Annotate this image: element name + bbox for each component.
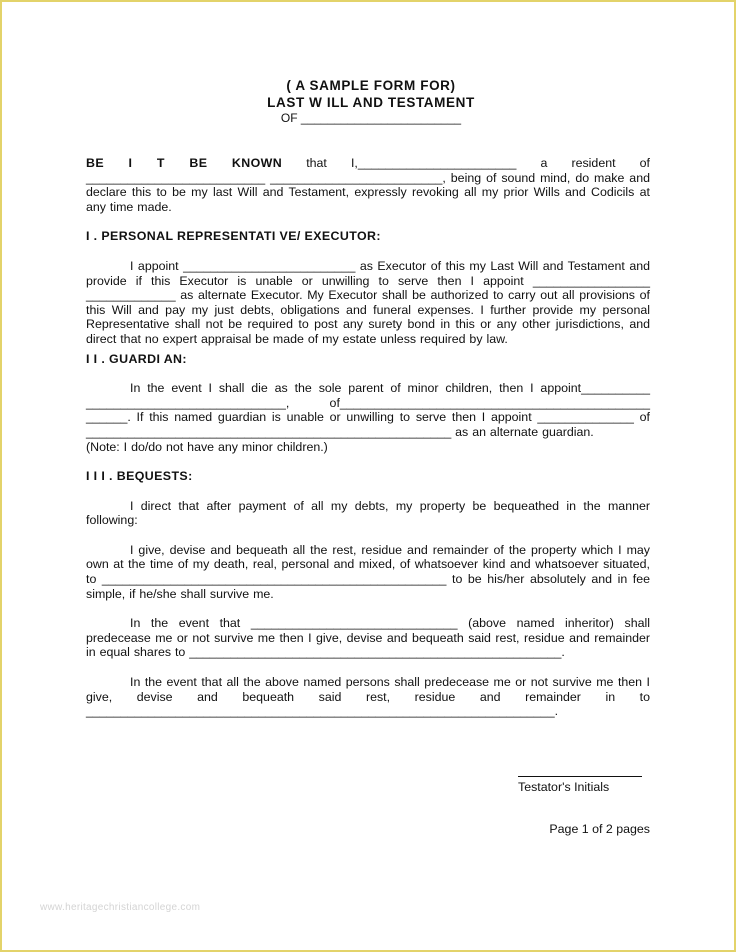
document-page [86, 78, 650, 719]
be-it-known-label: BE I T BE KNOWN [86, 156, 283, 170]
be-it-known-text: that I,_______________________ a resident of __________________________ _________________________, being of sound mind, do make and declare this to be my last Will and Testament, expressly revoking all my prior Wills and Codicils at any time made. [86, 156, 650, 214]
section-2-note: (Note: I do/do not have any minor children.) [86, 439, 328, 454]
section-2-text: In the event I shall die as the sole parent of minor children, then I appoint__________ _____________________________, of_____________________________________________ ______. If this named guardian is unable or unwilling to serve then I appoint ______________ of _____________________________________________________ as an alternate guardian. [86, 381, 650, 439]
section-1-text: I appoint _________________________ as Executor of this my Last Will and Testament and provide if this Executor is unable or unwilling to serve then I appoint _________________ _____________ as alternate Executor. My Executor shall be authorized to carry out all provisions of this Will and pay my just debts, obligations and funeral expenses. I further provide my personal Representative shall not be required to post any surety bond in this or any other jurisdictions, and direct that no expert appraisal be made of my estate unless required by law. [86, 258, 650, 346]
section-1-heading: I . PERSONAL REPRESENTATI VE/ EXECUTOR: [86, 229, 381, 244]
section-3-paragraph-3: In the event that ______________________________ (above named inheritor) shall predecease me or not survive me then I give, devise and bequeath said rest, residue and remainder in equal shares to ______________________________________________________. [86, 616, 650, 660]
be-it-known-paragraph [86, 156, 650, 214]
section-2-heading: I I . GUARDI AN: [86, 351, 187, 366]
watermark-text: www.heritagechristiancollege.com [40, 902, 201, 913]
initials-signature-line [518, 776, 642, 777]
document-title-line1: ( A SAMPLE FORM FOR) [286, 78, 456, 93]
document-title-of: OF ________________________ [280, 111, 462, 125]
testator-initials-block [518, 767, 642, 795]
section-3-heading: I I I . BEQUESTS: [86, 469, 193, 484]
section-3-paragraph-1: I direct that after payment of all my debts, my property be bequeathed in the manner following: [86, 498, 650, 528]
document-title-line2: LAST W ILL AND TESTAMENT [267, 94, 475, 110]
testator-initials-label: Testator's Initials [518, 780, 610, 794]
page-number: Page 1 of 2 pages [549, 822, 650, 836]
section-3-paragraph-2: I give, devise and bequeath all the rest, residue and remainder of the property which I may own at the time of my death, real, personal and mixed, of whatsoever kind and whatsoever situated, to __________________________________________________ to be his/her absolutely and in fee simple, if he/she shall survive me. [86, 542, 650, 601]
section-3-paragraph-4: In the event that all the above named persons shall predecease me or not survive me then I give, devise and bequeath said rest, residue and remainder in to ____________________________________________________________________. [86, 675, 650, 719]
